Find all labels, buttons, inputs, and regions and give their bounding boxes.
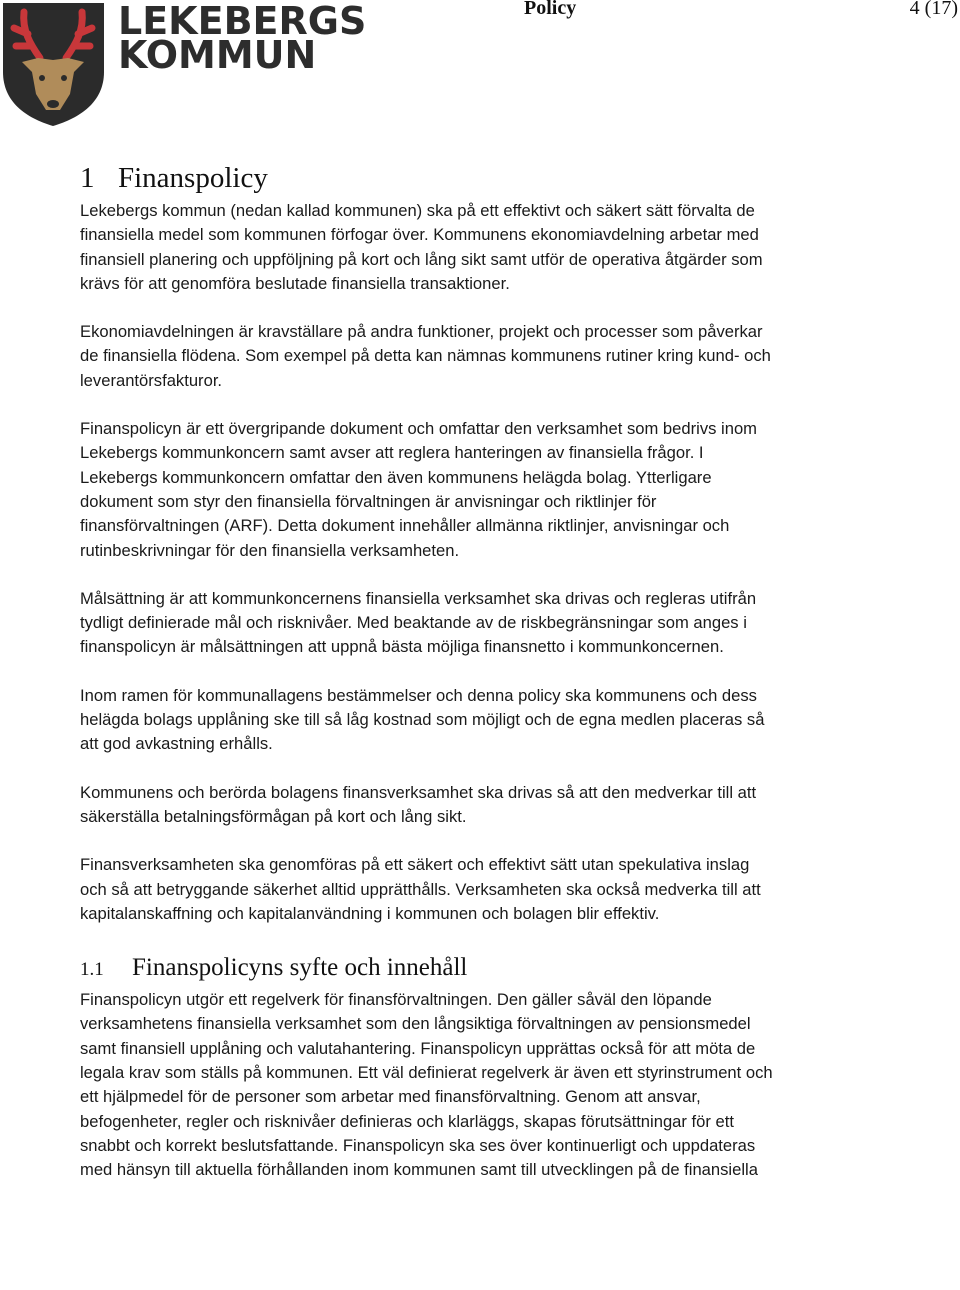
paragraph: Finanspolicyn är ett övergripande dokument och omfattar den verksamhet som bedrivs inom Lekebergs kommunkoncern samt avser att reglera hanteringen av finansiella frågor. I Lekebergs kommunkoncern omfattar den även kommunens helägda bolag. Ytterligare dokument som styr den finansiella förvaltningen är anvisningar och riktlinjer för finansförvaltningen (ARF). Detta dokument innehåller allmänna riktlinjer, anvisningar och rutinbeskrivningar för den finansiella verksamheten. xyxy=(80,419,757,560)
document-body xyxy=(80,160,780,1207)
subsection-title: Finanspolicyns syfte och innehåll xyxy=(132,954,468,982)
subsection-number: 1.1 xyxy=(80,959,104,981)
paragraph: Målsättning är att kommunkoncernens finansiella verksamhet ska drivas och regleras utifrån tydligt definierade mål och risknivåer. Med beaktande av de riskbegränsningar som anges i finanspolicyn är målsättningen att uppnå bästa möjliga finansnetto i kommunkoncernen. xyxy=(80,588,757,657)
paragraph: Inom ramen för kommunallagens bestämmelser och denna policy ska kommunens och dess helägda bolags upplåning ske till så låg kostnad som möjligt och de egna medlen placeras så att god avkastning erhålls. xyxy=(80,685,765,754)
paragraph: Lekebergs kommun (nedan kallad kommunen) ska på ett effektivt och säkert sätt förvalta de finansiella medel som kommunen förfogar över. Kommunens ekonomiavdelning arbetar med finansiell planering och uppföljning på kort och lång sikt samt utför de operativa åtgärder som krävs för att genomföra beslutade finansiella transaktioner. xyxy=(80,201,763,293)
coat-of-arms-icon xyxy=(0,0,110,128)
page-number: 4 (17) xyxy=(909,0,958,19)
section-heading-1-1 xyxy=(80,952,780,986)
paragraph: Finansverksamheten ska genomföras på ett säkert och effektivt sätt utan spekulativa inslag och så att betryggande säkerhet alltid upprätthålls. Verksamheten ska också medverka till att kapitalanskaffning och kapitalanvändning i kommunen och bolagen blir effektiv. xyxy=(80,855,761,923)
document-type: Policy xyxy=(524,0,577,19)
logo-line-2: KOMMUN xyxy=(118,33,317,77)
section-title: Finanspolicy xyxy=(118,162,268,194)
section-number: 1 xyxy=(80,162,95,194)
section-heading-1 xyxy=(80,160,780,196)
paragraph: Finanspolicyn utgör ett regelverk för finansförvaltningen. Den gäller såväl den löpande verksamhetens finansiella verksamhet som den långsiktiga förvaltningen av pensionsmedel samt finansiell upplåning och valutahantering. Finanspolicyn upprättas också för att möta de legala krav som ställs på kommunen. Ett väl definierat regelverk är även ett styrinstrument och ett hjälpmedel för de personer som arbetar med finansförvaltning. Genom att ansvar, befogenheter, regler och risknivåer definieras och klarläggs, skapas förutsättningar för ett snabbt och korrekt beslutsfattande. Finanspolicyn ska ses över kontinuerligt och uppdateras med hänsyn till aktuella förhållanden inom kommunen samt till utvecklingen på de finansiella xyxy=(80,990,773,1180)
logo-line-1: LEKEBERGS xyxy=(118,0,367,43)
paragraph: Ekonomiavdelningen är kravställare på andra funktioner, projekt och processer som påverkar de finansiella flödena. Som exempel på detta kan nämnas kommunens rutiner kring kund- och leverantörsfakturor. xyxy=(80,322,771,390)
municipality-logo xyxy=(0,0,367,130)
paragraph: Kommunens och berörda bolagens finansverksamhet ska drivas så att den medverkar till att säkerställa betalningsförmågan på kort och lång sikt. xyxy=(80,782,757,826)
